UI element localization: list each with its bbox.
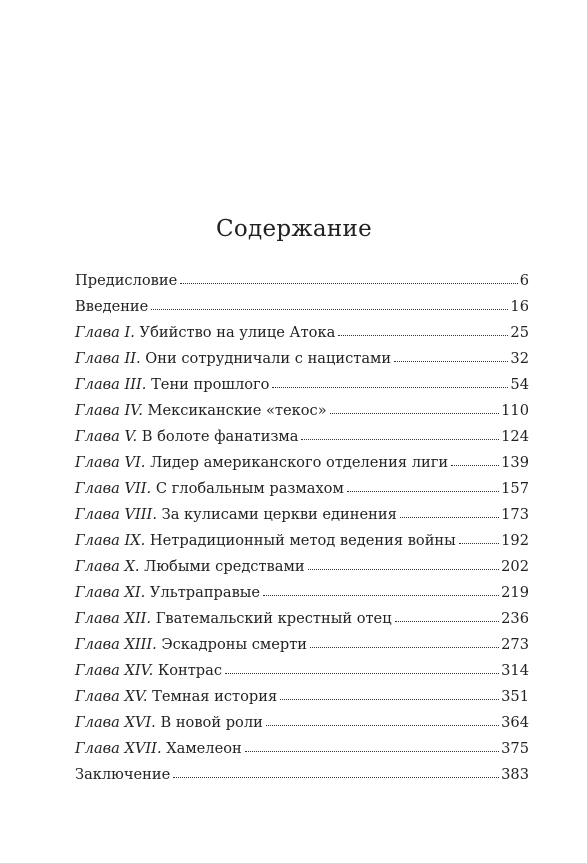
- toc-entry-label: [75, 346, 391, 372]
- toc-chapter-number: Глава XI.: [75, 584, 146, 601]
- toc-dot-leader: [225, 673, 499, 674]
- toc-entry-label: [75, 606, 392, 632]
- toc-chapter-number: Глава XVI.: [75, 714, 156, 731]
- toc-chapter-number: Глава IX.: [75, 532, 146, 549]
- toc-entry: [75, 424, 529, 450]
- toc-entry-label: [75, 736, 242, 762]
- toc-chapter-number: Глава X.: [75, 558, 140, 575]
- toc-dot-leader: [245, 751, 499, 752]
- page-title: Содержание: [215, 216, 373, 242]
- toc-page-number: 383: [501, 766, 529, 783]
- toc-entry-label: [75, 632, 307, 658]
- toc-entry-title: Нетрадиционный метод ведения войны: [145, 532, 456, 549]
- toc-chapter-number: Глава XIV.: [75, 662, 154, 679]
- toc-entry-label: [75, 554, 305, 580]
- toc-dot-leader: [266, 725, 499, 726]
- toc-entry-title: Лидер американского отделения лиги: [145, 454, 449, 471]
- toc-entry: [75, 320, 529, 346]
- toc-dot-leader: [451, 465, 499, 466]
- toc-dot-leader: [400, 517, 499, 518]
- toc-entry: [75, 762, 529, 788]
- toc-chapter-number: Глава XII.: [75, 610, 152, 627]
- toc-entry-title: Темная история: [147, 688, 278, 705]
- toc-dot-leader: [301, 439, 499, 440]
- toc-entry-title: Тени прошлого: [146, 376, 270, 393]
- toc-entry-title: В новой роли: [155, 714, 263, 731]
- toc-entry: [75, 710, 529, 736]
- toc-page-number: 54: [510, 376, 529, 393]
- toc-page-number: 364: [501, 714, 529, 731]
- toc-entry-title: Гватемальский крестный отец: [151, 610, 392, 627]
- toc-dot-leader: [272, 387, 508, 388]
- toc-dot-leader: [395, 621, 500, 622]
- toc-entry-title: В болоте фанатизма: [137, 428, 299, 445]
- toc-entry-label: [75, 762, 170, 788]
- toc-dot-leader: [347, 491, 499, 492]
- toc-entry: [75, 736, 529, 762]
- toc-chapter-number: Глава III.: [75, 376, 147, 393]
- toc-entry-title: Убийство на улице Атока: [134, 324, 336, 341]
- toc-page-number: 202: [501, 558, 529, 575]
- toc-dot-leader: [310, 647, 499, 648]
- toc-page-number: 351: [501, 688, 529, 705]
- toc-entry-label: [75, 268, 177, 294]
- table-of-contents: [75, 268, 529, 788]
- toc-entry-title: Они сотрудничали с нацистами: [140, 350, 392, 367]
- toc-entry-label: [75, 710, 263, 736]
- toc-entry: [75, 398, 529, 424]
- toc-entry-label: [75, 294, 148, 320]
- toc-entry: [75, 268, 529, 294]
- toc-page-number: 16: [510, 298, 529, 315]
- toc-entry: [75, 554, 529, 580]
- toc-entry: [75, 684, 529, 710]
- toc-entry-title: Заключение: [75, 766, 171, 783]
- toc-dot-leader: [459, 543, 499, 544]
- toc-page-number: 6: [519, 272, 529, 289]
- toc-dot-leader: [280, 699, 499, 700]
- toc-page-number: 25: [510, 324, 529, 341]
- toc-dot-leader: [394, 361, 508, 362]
- toc-entry-title: Введение: [75, 298, 149, 315]
- toc-entry: [75, 346, 529, 372]
- toc-entry: [75, 632, 529, 658]
- toc-chapter-number: Глава XIII.: [75, 636, 157, 653]
- toc-chapter-number: Глава I.: [75, 324, 135, 341]
- toc-dot-leader: [308, 569, 500, 570]
- toc-dot-leader: [151, 309, 508, 310]
- toc-entry: [75, 606, 529, 632]
- toc-entry-title: Контрас: [153, 662, 223, 679]
- toc-chapter-number: Глава XV.: [75, 688, 148, 705]
- toc-chapter-number: Глава XVII.: [75, 740, 162, 757]
- toc-chapter-number: Глава VI.: [75, 454, 146, 471]
- toc-entry-label: [75, 450, 448, 476]
- toc-entry-label: [75, 658, 222, 684]
- toc-entry-title: Хамелеон: [161, 740, 242, 757]
- toc-page-number: 32: [510, 350, 529, 367]
- toc-chapter-number: Глава V.: [75, 428, 138, 445]
- toc-page-number: 236: [501, 610, 529, 627]
- toc-dot-leader: [180, 283, 517, 284]
- toc-dot-leader: [338, 335, 508, 336]
- toc-entry: [75, 658, 529, 684]
- toc-entry-title: С глобальным размахом: [151, 480, 344, 497]
- toc-dot-leader: [173, 777, 499, 778]
- toc-entry-title: Ультраправые: [145, 584, 261, 601]
- toc-entry: [75, 580, 529, 606]
- toc-chapter-number: Глава IV.: [75, 402, 143, 419]
- toc-entry: [75, 372, 529, 398]
- toc-chapter-number: Глава VII.: [75, 480, 152, 497]
- toc-dot-leader: [263, 595, 499, 596]
- toc-page-number: 375: [501, 740, 529, 757]
- toc-page-number: 124: [501, 428, 529, 445]
- toc-entry-label: [75, 528, 456, 554]
- toc-page-number: 192: [501, 532, 529, 549]
- toc-entry-label: [75, 502, 397, 528]
- toc-entry-label: [75, 320, 335, 346]
- toc-entry: [75, 450, 529, 476]
- toc-entry-title: Мексиканские «текос»: [142, 402, 327, 419]
- toc-page-number: 157: [501, 480, 529, 497]
- toc-chapter-number: Глава VIII.: [75, 506, 157, 523]
- toc-entry-title: Эскадроны смерти: [156, 636, 308, 653]
- toc-entry-title: Предисловие: [75, 272, 178, 289]
- toc-entry-label: [75, 580, 260, 606]
- toc-entry: [75, 528, 529, 554]
- toc-page-number: 139: [501, 454, 529, 471]
- toc-entry-title: За кулисами церкви единения: [156, 506, 397, 523]
- toc-entry-label: [75, 684, 277, 710]
- toc-chapter-number: Глава II.: [75, 350, 141, 367]
- toc-dot-leader: [330, 413, 500, 414]
- toc-entry: [75, 476, 529, 502]
- toc-entry-label: [75, 372, 269, 398]
- toc-entry-label: [75, 424, 298, 450]
- toc-entry-label: [75, 476, 344, 502]
- toc-page-number: 314: [501, 662, 529, 679]
- toc-entry: [75, 294, 529, 320]
- toc-page-number: 110: [501, 402, 529, 419]
- toc-entry: [75, 502, 529, 528]
- toc-page-number: 219: [501, 584, 529, 601]
- toc-page-number: 173: [501, 506, 529, 523]
- toc-entry-label: [75, 398, 327, 424]
- toc-entry-title: Любыми средствами: [139, 558, 305, 575]
- toc-page-number: 273: [501, 636, 529, 653]
